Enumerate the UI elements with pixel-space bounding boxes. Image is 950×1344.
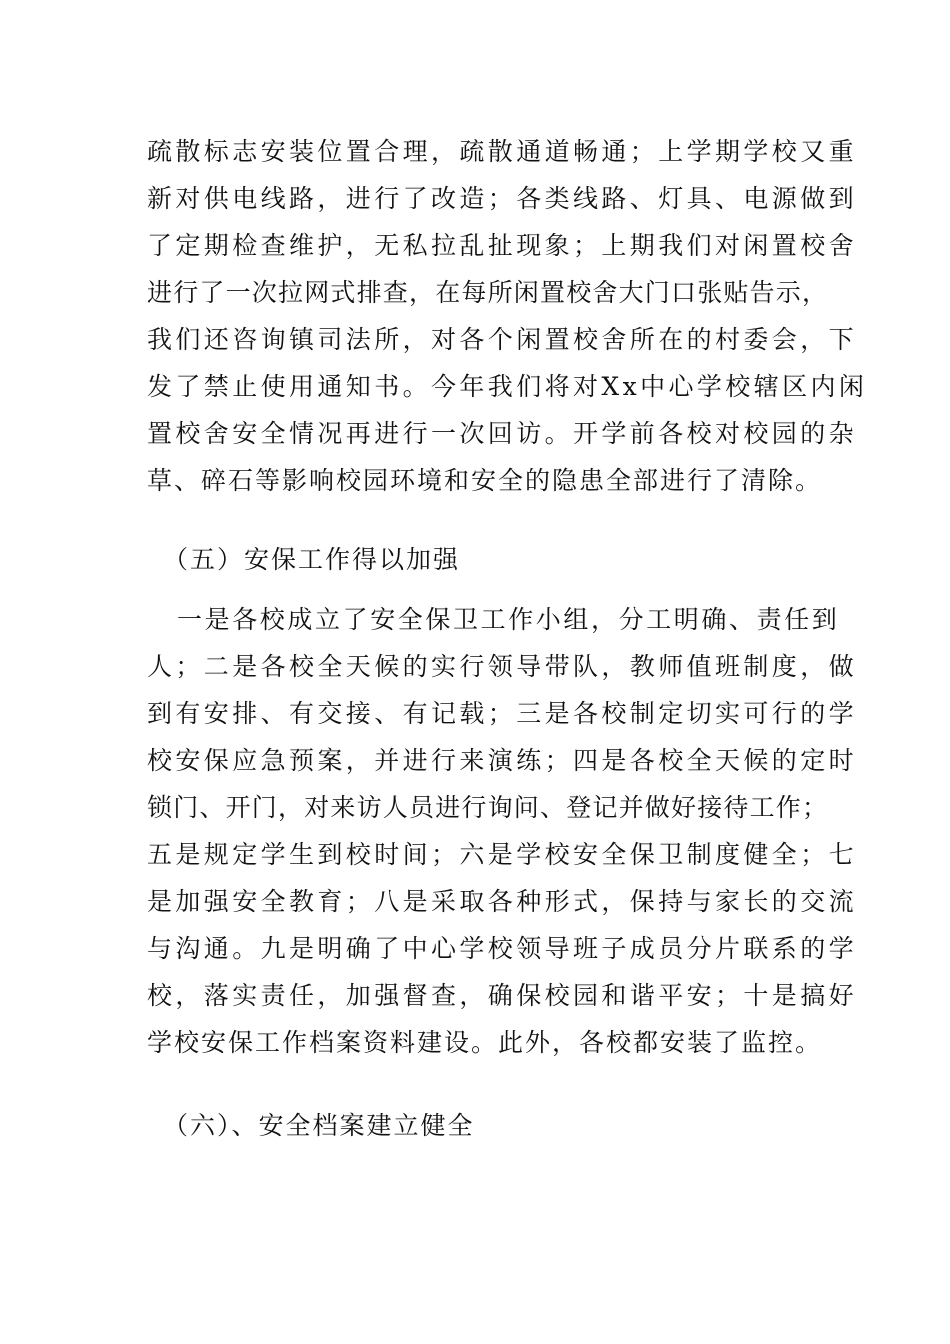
text-line: 五是规定学生到校时间；六是学校安全保卫制度健全；七 — [147, 840, 858, 869]
paragraph-evacuation-and-facilities — [147, 128, 868, 504]
text-line: 锁门、开门，对来访人员进行询问、登记并做好接待工作； — [147, 793, 829, 822]
paragraph-security-work — [147, 596, 858, 1066]
text-line: 学校安保工作档案资料建设。此外，各校都安装了监控。 — [147, 1028, 823, 1057]
text-line: 校安保应急预案，并进行来演练；四是各校全天候的定时 — [147, 746, 858, 775]
section-heading-5: （五）安保工作得以加强 — [163, 545, 461, 574]
text-line: 草、碎石等影响校园环境和安全的隐患全部进行了清除。 — [147, 466, 823, 495]
text-line: 到有安排、有交接、有记载；三是各校制定切实可行的学 — [147, 699, 858, 728]
section-heading-6: （六）、安全档案建立健全 — [163, 1111, 475, 1140]
text-line: 了定期检查维护，无私拉乱扯现象；上期我们对闲置校舍 — [147, 231, 858, 260]
text-line: 新对供电线路，进行了改造；各类线路、灯具、电源做到 — [147, 184, 858, 213]
text-line: 进行了一次拉网式排查，在每所闲置校舍大门口张贴告示， — [147, 278, 829, 307]
text-line: 是加强安全教育；八是采取各种形式，保持与家长的交流 — [147, 887, 858, 916]
text-line: 人；二是各校全天候的实行领导带队，教师值班制度，做 — [147, 652, 858, 681]
text-line: 我们还咨询镇司法所，对各个闲置校舍所在的村委会，下 — [147, 325, 858, 354]
text-line: 发了禁止使用通知书。今年我们将对Xx中心学校辖区内闲 — [147, 372, 868, 401]
text-line: 与沟通。九是明确了中心学校领导班子成员分片联系的学 — [147, 934, 858, 963]
text-line: 疏散标志安装位置合理，疏散通道畅通；上学期学校又重 — [147, 137, 858, 166]
text-line: 置校舍安全情况再进行一次回访。开学前各校对校园的杂 — [147, 419, 858, 448]
text-line: 一是各校成立了安全保卫工作小组，分工明确、责任到 — [177, 605, 840, 634]
text-line: 校，落实责任，加强督查，确保校园和谐平安；十是搞好 — [147, 981, 858, 1010]
